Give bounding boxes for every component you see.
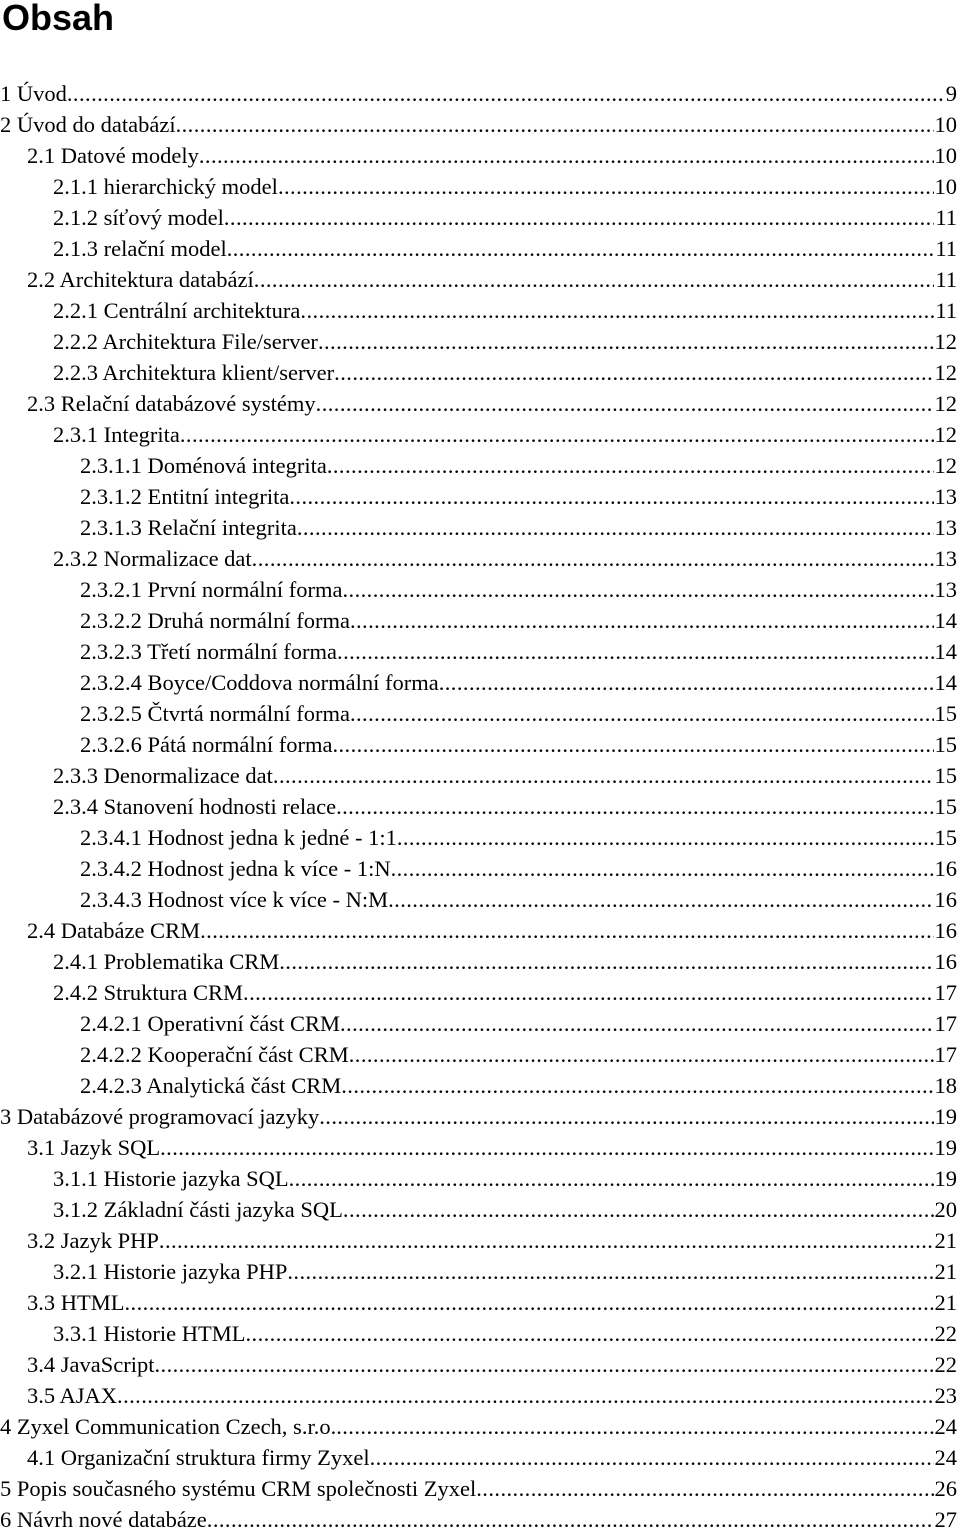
toc-entry[interactable] — [0, 109, 960, 140]
toc-entry-label: 2.3.1.1 Doménová integrita — [80, 453, 327, 478]
toc-entry-label: 2.2.3 Architektura klient/server — [53, 360, 335, 385]
toc-page-number: 14 — [934, 670, 957, 695]
toc-page-number: 11 — [935, 205, 957, 230]
toc-dot-leader — [207, 1504, 934, 1535]
toc-entry[interactable] — [0, 357, 960, 388]
toc-entry-label: 2.3.4 Stanovení hodnosti relace — [53, 794, 337, 819]
toc-page-number: 20 — [934, 1197, 957, 1222]
toc-page-number: 15 — [934, 794, 957, 819]
toc-dot-leader — [200, 915, 933, 946]
toc-page-number: 19 — [934, 1104, 957, 1129]
toc-entry-label: 2.3.2.4 Boyce/Coddova normální forma — [80, 670, 439, 695]
toc-entry[interactable] — [0, 1380, 960, 1411]
toc-page-number: 22 — [934, 1321, 957, 1346]
toc-entry-label: 3.4 JavaScript — [27, 1352, 155, 1377]
toc-page-number: 15 — [934, 701, 957, 726]
toc-dot-leader — [289, 481, 933, 512]
toc-entry-label: 6 Návrh nové databáze — [0, 1507, 207, 1532]
toc-entry-label: 3.1 Jazyk SQL — [27, 1135, 161, 1160]
toc-page-number: 12 — [934, 329, 957, 354]
toc-dot-leader — [350, 605, 934, 636]
toc-dot-leader — [252, 543, 934, 574]
toc-page-number: 9 — [945, 81, 957, 106]
toc-entry[interactable] — [0, 543, 960, 574]
toc-dot-leader — [224, 202, 934, 233]
toc-entry[interactable] — [0, 1070, 960, 1101]
toc-entry-label: 2.3.2.2 Druhá normální forma — [80, 608, 350, 633]
toc-dot-leader — [327, 450, 934, 481]
toc-page-number: 19 — [934, 1166, 957, 1191]
toc-entry-label: 4 Zyxel Communication Czech, s.r.o. — [0, 1414, 337, 1439]
toc-page-number: 12 — [934, 360, 957, 385]
toc-page-number: 11 — [935, 267, 957, 292]
toc-entry[interactable] — [0, 1163, 960, 1194]
toc-entry-label: 3.5 AJAX — [27, 1383, 118, 1408]
toc-entry[interactable] — [0, 760, 960, 791]
toc-dot-leader — [341, 1070, 933, 1101]
toc-page-number: 26 — [934, 1476, 957, 1501]
toc-dot-leader — [300, 295, 934, 326]
toc-page-number: 12 — [934, 453, 957, 478]
toc-page-number: 16 — [934, 918, 957, 943]
toc-page-number: 14 — [934, 608, 957, 633]
toc-entry[interactable] — [0, 1101, 960, 1132]
toc-entry-label: 2.3.1 Integrita — [53, 422, 180, 447]
toc-entry[interactable] — [0, 605, 960, 636]
toc-entry-label: 3.3 HTML — [27, 1290, 125, 1315]
toc-page-number: 14 — [934, 639, 957, 664]
toc-entry[interactable] — [0, 233, 960, 264]
toc-entry-label: 2.2 Architektura databází — [27, 267, 254, 292]
toc-entry-label: 2.1.3 relační model — [53, 236, 227, 261]
toc-entry-label: 3.3.1 Historie HTML — [53, 1321, 246, 1346]
toc-entry-label: 2.3.4.2 Hodnost jedna k více - 1:N — [80, 856, 391, 881]
table-of-contents — [0, 78, 960, 1535]
toc-dot-leader — [391, 853, 934, 884]
toc-dot-leader — [337, 636, 933, 667]
toc-entry[interactable] — [0, 822, 960, 853]
toc-entry[interactable] — [0, 140, 960, 171]
toc-page-number: 22 — [934, 1352, 957, 1377]
toc-page-number: 13 — [934, 546, 957, 571]
toc-page-number: 21 — [934, 1290, 957, 1315]
toc-entry[interactable] — [0, 915, 960, 946]
toc-entry-label: 5 Popis současného systému CRM společnosti Zyxel — [0, 1476, 477, 1501]
toc-entry-label: 2.1.1 hierarchický model — [53, 174, 278, 199]
toc-entry[interactable] — [0, 1411, 960, 1442]
toc-entry-label: 2.1 Datové modely — [27, 143, 199, 168]
toc-page-number: 13 — [934, 484, 957, 509]
toc-dot-leader — [227, 233, 935, 264]
toc-page-number: 15 — [934, 825, 957, 850]
toc-entry[interactable] — [0, 884, 960, 915]
toc-entry-label: 3 Databázové programovací jazyky — [0, 1104, 320, 1129]
toc-entry-label: 2.4.2.1 Operativní část CRM — [80, 1011, 340, 1036]
toc-entry-label: 4.1 Organizační struktura firmy Zyxel — [27, 1445, 370, 1470]
toc-page-number: 10 — [934, 174, 957, 199]
toc-dot-leader — [439, 667, 934, 698]
toc-entry-label: 2.3.2.6 Pátá normální forma — [80, 732, 333, 757]
toc-dot-leader — [297, 512, 934, 543]
toc-entry-label: 2.3 Relační databázové systémy — [27, 391, 316, 416]
toc-entry[interactable] — [0, 1194, 960, 1225]
toc-entry[interactable] — [0, 264, 960, 295]
toc-dot-leader — [388, 884, 933, 915]
toc-entry-label: 2.3.2.3 Třetí normální forma — [80, 639, 338, 664]
toc-entry[interactable] — [0, 636, 960, 667]
toc-page-number: 16 — [934, 856, 957, 881]
toc-dot-leader — [370, 1442, 934, 1473]
toc-entry-label: 2.4.2 Struktura CRM — [53, 980, 244, 1005]
toc-entry[interactable] — [0, 171, 960, 202]
toc-dot-leader — [199, 140, 934, 171]
toc-page-number: 27 — [934, 1507, 957, 1532]
toc-dot-leader — [243, 977, 933, 1008]
toc-entry[interactable] — [0, 512, 960, 543]
toc-dot-leader — [180, 419, 934, 450]
toc-dot-leader — [350, 698, 934, 729]
toc-dot-leader — [254, 264, 935, 295]
toc-entry[interactable] — [0, 791, 960, 822]
toc-page-number: 17 — [934, 980, 957, 1005]
toc-dot-leader — [343, 1194, 934, 1225]
toc-page-number: 15 — [934, 763, 957, 788]
toc-dot-leader — [117, 1380, 933, 1411]
toc-dot-leader — [278, 171, 934, 202]
toc-dot-leader — [159, 1225, 934, 1256]
toc-entry-label: 2.3.3 Denormalizace dat — [53, 763, 273, 788]
toc-entry[interactable] — [0, 326, 960, 357]
toc-page-number: 17 — [934, 1042, 957, 1067]
toc-entry-label: 2.3.1.3 Relační integrita — [80, 515, 297, 540]
toc-dot-leader — [318, 326, 934, 357]
toc-entry[interactable] — [0, 1256, 960, 1287]
toc-entry-label: 2.4.2.3 Analytická část CRM — [80, 1073, 342, 1098]
toc-dot-leader — [476, 1473, 933, 1504]
toc-entry-label: 3.1.1 Historie jazyka SQL — [53, 1166, 289, 1191]
toc-dot-leader — [336, 791, 933, 822]
toc-page-number: 11 — [935, 236, 957, 261]
toc-entry[interactable] — [0, 450, 960, 481]
toc-entry[interactable] — [0, 1039, 960, 1070]
toc-entry-label: 3.2 Jazyk PHP — [27, 1228, 159, 1253]
toc-entry[interactable] — [0, 1287, 960, 1318]
toc-page-number: 15 — [934, 732, 957, 757]
toc-dot-leader — [287, 1256, 933, 1287]
toc-dot-leader — [273, 760, 934, 791]
toc-entry-label: 3.2.1 Historie jazyka PHP — [53, 1259, 288, 1284]
toc-page-number: 12 — [934, 422, 957, 447]
toc-entry-label: 2.3.2 Normalizace dat — [53, 546, 252, 571]
toc-entry-label: 2.4.1 Problematika CRM — [53, 949, 280, 974]
toc-page-number: 10 — [934, 112, 957, 137]
toc-entry[interactable] — [0, 1473, 960, 1504]
toc-page-number: 10 — [934, 143, 957, 168]
toc-entry[interactable] — [0, 698, 960, 729]
toc-entry[interactable] — [0, 295, 960, 326]
toc-entry-label: 1 Úvod — [0, 81, 67, 106]
toc-dot-leader — [160, 1132, 933, 1163]
toc-page-number: 24 — [934, 1414, 957, 1439]
toc-page-number: 12 — [934, 391, 957, 416]
toc-page-number: 21 — [934, 1228, 957, 1253]
toc-entry-label: 2.4 Databáze CRM — [27, 918, 201, 943]
toc-entry[interactable] — [0, 481, 960, 512]
toc-dot-leader — [397, 822, 934, 853]
toc-entry-label: 3.1.2 Základní části jazyka SQL — [53, 1197, 343, 1222]
toc-entry[interactable] — [0, 946, 960, 977]
toc-entry-label: 2.2.2 Architektura File/server — [53, 329, 318, 354]
toc-entry-label: 2.1.2 síťový model — [53, 205, 224, 230]
toc-entry-label: 2.4.2.2 Kooperační část CRM — [80, 1042, 349, 1067]
toc-dot-leader — [279, 946, 933, 977]
toc-entry[interactable] — [0, 78, 960, 109]
toc-entry-label: 2.3.2.5 Čtvrtá normální forma — [80, 701, 350, 726]
toc-dot-leader — [245, 1318, 933, 1349]
toc-dot-leader — [332, 729, 933, 760]
toc-page-number: 24 — [934, 1445, 957, 1470]
toc-page-number: 16 — [934, 887, 957, 912]
toc-page-number: 21 — [934, 1259, 957, 1284]
toc-entry[interactable] — [0, 574, 960, 605]
toc-entry[interactable] — [0, 977, 960, 1008]
toc-dot-leader — [349, 1039, 934, 1070]
toc-entry[interactable] — [0, 1442, 960, 1473]
toc-page-number: 23 — [934, 1383, 957, 1408]
toc-entry[interactable] — [0, 1349, 960, 1380]
toc-entry-label: 2 Úvod do databází — [0, 112, 176, 137]
toc-entry[interactable] — [0, 853, 960, 884]
toc-dot-leader — [319, 1101, 933, 1132]
toc-entry[interactable] — [0, 388, 960, 419]
toc-entry-label: 2.3.4.1 Hodnost jedna k jedné - 1:1 — [80, 825, 397, 850]
toc-dot-leader — [125, 1287, 934, 1318]
toc-page-number: 13 — [934, 577, 957, 602]
toc-dot-leader — [176, 109, 934, 140]
toc-entry[interactable] — [0, 1225, 960, 1256]
toc-page-number: 16 — [934, 949, 957, 974]
toc-entry[interactable] — [0, 1318, 960, 1349]
toc-dot-leader — [342, 574, 933, 605]
toc-entry-label: 2.3.2.1 První normální forma — [80, 577, 343, 602]
toc-entry[interactable] — [0, 202, 960, 233]
toc-entry[interactable] — [0, 419, 960, 450]
toc-entry[interactable] — [0, 729, 960, 760]
toc-page-number: 13 — [934, 515, 957, 540]
toc-page-number: 11 — [935, 298, 957, 323]
toc-page-number: 18 — [934, 1073, 957, 1098]
toc-entry-label: 2.2.1 Centrální architektura — [53, 298, 301, 323]
toc-dot-leader — [334, 357, 933, 388]
toc-dot-leader — [67, 78, 945, 109]
toc-page-number: 17 — [934, 1011, 957, 1036]
toc-dot-leader — [289, 1163, 934, 1194]
toc-page-number: 19 — [934, 1135, 957, 1160]
toc-entry[interactable] — [0, 667, 960, 698]
toc-dot-leader — [336, 1411, 933, 1442]
toc-entry[interactable] — [0, 1504, 960, 1535]
toc-entry-label: 2.3.4.3 Hodnost více k více - N:M — [80, 887, 389, 912]
toc-entry[interactable] — [0, 1132, 960, 1163]
page-title: Obsah — [2, 0, 115, 38]
toc-entry-label: 2.3.1.2 Entitní integrita — [80, 484, 290, 509]
toc-dot-leader — [154, 1349, 933, 1380]
toc-dot-leader — [316, 388, 934, 419]
toc-dot-leader — [340, 1008, 934, 1039]
toc-entry[interactable] — [0, 1008, 960, 1039]
